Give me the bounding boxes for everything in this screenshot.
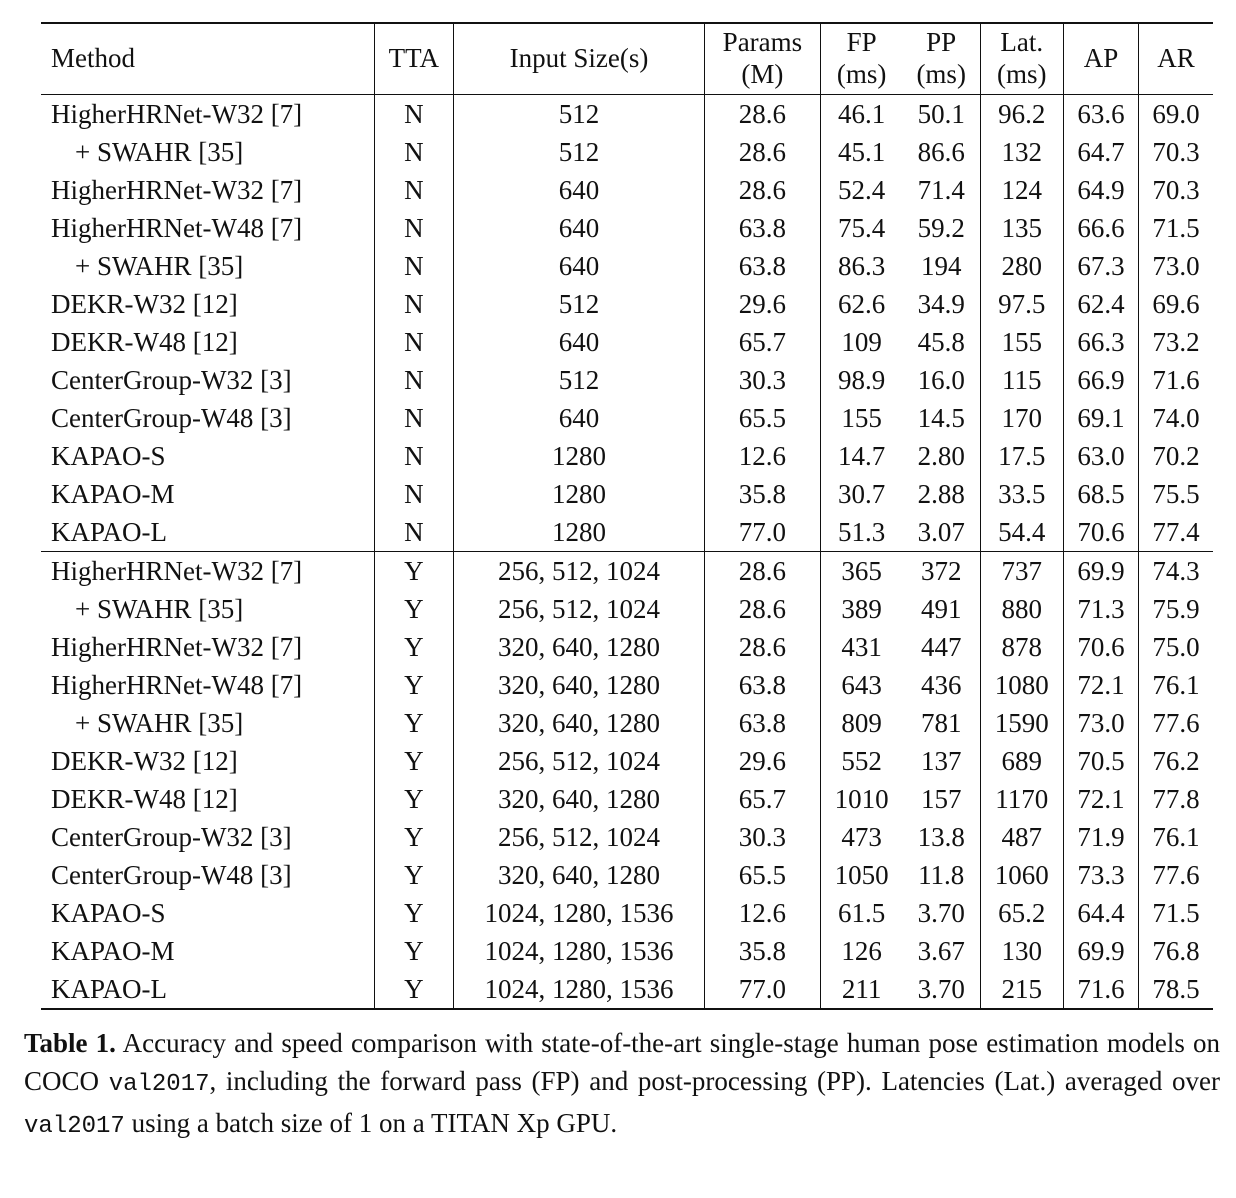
table-row: [41, 628, 1213, 666]
cell-method: + SWAHR [35]: [41, 704, 374, 742]
cell-fp: 126: [841, 936, 882, 966]
results-table-container: [41, 22, 1213, 1010]
cell-input: 512: [453, 285, 705, 323]
header-fp-line1: FP: [846, 27, 877, 57]
cell-pp: 3.70: [903, 970, 980, 1009]
cell-params: 28.6: [705, 628, 820, 666]
cell-ar: 77.6: [1152, 860, 1200, 890]
cell-tta: N: [374, 285, 453, 323]
header-fp: [820, 23, 903, 95]
cell-lat: 880: [980, 590, 1063, 628]
cell-pp: 3.67: [903, 932, 980, 970]
cell-tta: N: [374, 95, 453, 134]
cell-method: HigherHRNet-W48 [7]: [41, 666, 374, 704]
cell-tta: Y: [374, 856, 453, 894]
cell-fp: 51.3: [838, 517, 886, 547]
cell-method: KAPAO-S: [41, 894, 374, 932]
cell-input: 256, 512, 1024: [453, 590, 705, 628]
cell-pp: 137: [903, 742, 980, 780]
cell-input: 320, 640, 1280: [453, 666, 705, 704]
header-fp-line2: (ms): [836, 59, 887, 89]
cell-ap: 62.4: [1063, 285, 1138, 323]
caption-text-2: , including the forward pass (FP) and post-processing (PP). Latencies (Lat.) averaged over: [209, 1066, 1221, 1096]
cell-lat: 130: [980, 932, 1063, 970]
cell-method: KAPAO-M: [41, 932, 374, 970]
table-header: [41, 23, 1213, 95]
cell-ap: 68.5: [1063, 475, 1138, 513]
cell-lat: 135: [980, 209, 1063, 247]
cell-pp: 157: [903, 780, 980, 818]
cell-lat: 280: [980, 247, 1063, 285]
cell-method: + SWAHR [35]: [41, 247, 374, 285]
cell-fp: 1050: [834, 860, 889, 890]
table-row: [41, 894, 1213, 932]
table-row: [41, 818, 1213, 856]
table-row: [41, 590, 1213, 628]
cell-lat: 54.4: [980, 513, 1063, 552]
cell-tta: Y: [374, 742, 453, 780]
cell-lat: 1590: [980, 704, 1063, 742]
cell-params: 65.7: [705, 780, 820, 818]
header-row: [41, 23, 1213, 95]
table-row: [41, 970, 1213, 1009]
cell-method: CenterGroup-W48 [3]: [41, 399, 374, 437]
cell-input: 1024, 1280, 1536: [453, 970, 705, 1009]
cell-lat: 155: [980, 323, 1063, 361]
cell-ar: 77.6: [1152, 708, 1200, 738]
cell-fp: 473: [841, 822, 882, 852]
cell-params: 35.8: [705, 932, 820, 970]
cell-fp: 46.1: [820, 95, 903, 134]
cell-params: 30.3: [705, 361, 820, 399]
cell-ar: 69.6: [1152, 289, 1200, 319]
cell-fp: 62.6: [838, 289, 886, 319]
cell-method: DEKR-W48 [12]: [41, 780, 374, 818]
cell-ar: 70.3: [1152, 175, 1200, 205]
table-row: [41, 666, 1213, 704]
cell-input: 256, 512, 1024: [453, 818, 705, 856]
cell-fp: 431: [841, 632, 882, 662]
cell-input: 640: [453, 323, 705, 361]
cell-params: 28.6: [705, 171, 820, 209]
cell-fp: 155: [841, 403, 882, 433]
cell-input: 256, 512, 1024: [453, 742, 705, 780]
cell-input: 512: [453, 133, 705, 171]
cell-tta: Y: [374, 780, 453, 818]
cell-fp: 809: [841, 708, 882, 738]
cell-input: 512: [453, 361, 705, 399]
cell-method: + SWAHR [35]: [41, 133, 374, 171]
results-table: [41, 22, 1213, 1010]
header-input-size: Input Size(s): [453, 23, 705, 95]
cell-ar: 76.8: [1152, 936, 1200, 966]
cell-method: HigherHRNet-W48 [7]: [41, 209, 374, 247]
header-params: [705, 23, 820, 95]
table-row: [41, 742, 1213, 780]
table-row: [41, 95, 1213, 134]
cell-tta: Y: [374, 628, 453, 666]
cell-input: 1280: [453, 475, 705, 513]
cell-pp: 59.2: [903, 209, 980, 247]
header-pp-line1: PP: [926, 27, 957, 57]
cell-input: 512: [453, 95, 705, 134]
cell-ar: 71.6: [1152, 365, 1200, 395]
cell-tta: N: [374, 513, 453, 552]
cell-ar: 77.4: [1152, 517, 1200, 547]
cell-ar: 69.0: [1139, 95, 1213, 134]
cell-ap: 72.1: [1063, 666, 1138, 704]
cell-method: CenterGroup-W48 [3]: [41, 856, 374, 894]
cell-input: 320, 640, 1280: [453, 856, 705, 894]
cell-ap: 64.4: [1063, 894, 1138, 932]
table-row: [41, 475, 1213, 513]
table-row: [41, 209, 1213, 247]
cell-ap: 70.6: [1063, 628, 1138, 666]
table-caption: [24, 1024, 1220, 1146]
cell-pp: 16.0: [903, 361, 980, 399]
cell-lat: 487: [980, 818, 1063, 856]
cell-tta: Y: [374, 970, 453, 1009]
caption-label: Table 1.: [24, 1028, 116, 1058]
cell-input: 1280: [453, 437, 705, 475]
header-params-line2: (M): [741, 59, 784, 89]
cell-params: 77.0: [705, 970, 820, 1009]
cell-fp: 52.4: [838, 175, 886, 205]
cell-ap: 64.9: [1063, 171, 1138, 209]
cell-params: 77.0: [705, 513, 820, 552]
cell-method: DEKR-W32 [12]: [41, 285, 374, 323]
cell-method: HigherHRNet-W32 [7]: [41, 171, 374, 209]
cell-ar: 71.5: [1152, 213, 1200, 243]
cell-lat: 17.5: [980, 437, 1063, 475]
cell-ar: 78.5: [1139, 970, 1213, 1009]
cell-ap: 69.1: [1063, 399, 1138, 437]
cell-input: 1280: [453, 513, 705, 552]
table-row: [41, 247, 1213, 285]
cell-ar: 73.2: [1152, 327, 1200, 357]
cell-tta: N: [374, 247, 453, 285]
cell-lat: 215: [980, 970, 1063, 1009]
cell-fp: 643: [841, 670, 882, 700]
cell-params: 28.6: [705, 133, 820, 171]
cell-pp: 14.5: [903, 399, 980, 437]
cell-fp: 552: [841, 746, 882, 776]
table-row: [41, 513, 1213, 552]
cell-lat: 96.2: [980, 95, 1063, 134]
cell-pp: 45.8: [903, 323, 980, 361]
cell-ap: 71.6: [1063, 970, 1138, 1009]
cell-lat: 33.5: [980, 475, 1063, 513]
cell-input: 320, 640, 1280: [453, 628, 705, 666]
header-tta: TTA: [374, 23, 453, 95]
cell-lat: 115: [980, 361, 1063, 399]
cell-input: 1024, 1280, 1536: [453, 932, 705, 970]
cell-ar: 76.1: [1152, 822, 1200, 852]
caption-text-3: using a batch size of 1 on a TITAN Xp GPU.: [124, 1108, 618, 1138]
cell-params: 28.6: [705, 552, 820, 591]
cell-method: CenterGroup-W32 [3]: [41, 818, 374, 856]
cell-input: 1024, 1280, 1536: [453, 894, 705, 932]
header-ap: AP: [1063, 23, 1138, 95]
cell-fp: 211: [820, 970, 903, 1009]
header-lat: [980, 23, 1063, 95]
cell-ar: 70.3: [1152, 137, 1200, 167]
cell-params: 35.8: [705, 475, 820, 513]
cell-ap: 73.3: [1063, 856, 1138, 894]
cell-ap: 69.9: [1063, 552, 1138, 591]
cell-fp: 86.3: [838, 251, 886, 281]
cell-params: 30.3: [705, 818, 820, 856]
cell-pp: 50.1: [903, 95, 980, 134]
cell-ar: 74.0: [1152, 403, 1200, 433]
header-ar: AR: [1139, 23, 1213, 95]
cell-pp: 491: [903, 590, 980, 628]
cell-input: 320, 640, 1280: [453, 780, 705, 818]
cell-lat: 737: [980, 552, 1063, 591]
caption-code-2: val2017: [24, 1113, 125, 1140]
cell-ap: 73.0: [1063, 704, 1138, 742]
cell-input: 640: [453, 171, 705, 209]
cell-input: 640: [453, 209, 705, 247]
cell-pp: 3.70: [903, 894, 980, 932]
cell-tta: N: [374, 171, 453, 209]
cell-pp: 781: [903, 704, 980, 742]
cell-lat: 1060: [980, 856, 1063, 894]
cell-tta: Y: [374, 932, 453, 970]
table-row: [41, 704, 1213, 742]
cell-tta: Y: [374, 666, 453, 704]
table-row: [41, 932, 1213, 970]
cell-pp: 436: [903, 666, 980, 704]
cell-params: 63.8: [705, 704, 820, 742]
cell-fp: 45.1: [838, 137, 886, 167]
cell-fp: 98.9: [838, 365, 886, 395]
header-method: Method: [41, 23, 374, 95]
cell-ap: 69.9: [1063, 932, 1138, 970]
cell-pp: 447: [903, 628, 980, 666]
table-row: [41, 856, 1213, 894]
cell-pp: 34.9: [903, 285, 980, 323]
table-row: [41, 552, 1213, 591]
cell-tta: N: [374, 437, 453, 475]
cell-method: CenterGroup-W32 [3]: [41, 361, 374, 399]
cell-method: KAPAO-L: [41, 970, 374, 1009]
cell-ap: 66.9: [1063, 361, 1138, 399]
cell-fp: 1010: [834, 784, 889, 814]
cell-ar: 76.2: [1152, 746, 1200, 776]
cell-input: 256, 512, 1024: [453, 552, 705, 591]
cell-method: + SWAHR [35]: [41, 590, 374, 628]
cell-fp: 109: [841, 327, 882, 357]
cell-input: 320, 640, 1280: [453, 704, 705, 742]
cell-ar: 75.9: [1152, 594, 1200, 624]
cell-tta: Y: [374, 894, 453, 932]
cell-input: 640: [453, 247, 705, 285]
cell-tta: N: [374, 399, 453, 437]
cell-pp: 2.88: [903, 475, 980, 513]
table-row: [41, 323, 1213, 361]
cell-tta: Y: [374, 552, 453, 591]
cell-lat: 878: [980, 628, 1063, 666]
header-pp: [903, 23, 980, 95]
cell-ar: 77.8: [1152, 784, 1200, 814]
cell-ar: 70.2: [1152, 441, 1200, 471]
cell-ap: 70.5: [1063, 742, 1138, 780]
cell-fp: 14.7: [838, 441, 886, 471]
cell-ap: 71.9: [1063, 818, 1138, 856]
cell-lat: 124: [980, 171, 1063, 209]
cell-tta: Y: [374, 818, 453, 856]
cell-params: 63.8: [705, 666, 820, 704]
caption-code-1: val2017: [108, 1071, 210, 1098]
cell-lat: 97.5: [980, 285, 1063, 323]
cell-pp: 2.80: [903, 437, 980, 475]
cell-pp: 13.8: [903, 818, 980, 856]
cell-method: DEKR-W32 [12]: [41, 742, 374, 780]
table-block-no-tta: [41, 95, 1213, 552]
table-row: [41, 399, 1213, 437]
cell-tta: N: [374, 323, 453, 361]
cell-pp: 71.4: [903, 171, 980, 209]
cell-params: 63.8: [705, 247, 820, 285]
cell-pp: 194: [903, 247, 980, 285]
cell-tta: Y: [374, 704, 453, 742]
cell-lat: 689: [980, 742, 1063, 780]
cell-ar: 75.0: [1152, 632, 1200, 662]
header-lat-line1: Lat.: [1000, 27, 1044, 57]
cell-lat: 65.2: [980, 894, 1063, 932]
cell-pp: 11.8: [903, 856, 980, 894]
cell-tta: N: [374, 475, 453, 513]
cell-ar: 73.0: [1152, 251, 1200, 281]
table-row: [41, 780, 1213, 818]
cell-ap: 66.3: [1063, 323, 1138, 361]
cell-params: 65.5: [705, 856, 820, 894]
cell-fp: 389: [841, 594, 882, 624]
cell-ar: 71.5: [1152, 898, 1200, 928]
caption-text-1: Accuracy and speed comparison with state-of-the-art single-stage human pose estimation models on COCO: [24, 1028, 1220, 1096]
table-row: [41, 361, 1213, 399]
cell-method: DEKR-W48 [12]: [41, 323, 374, 361]
cell-fp: 30.7: [838, 479, 886, 509]
cell-params: 29.6: [705, 285, 820, 323]
cell-fp: 61.5: [838, 898, 886, 928]
header-lat-line2: (ms): [997, 59, 1047, 89]
cell-method: HigherHRNet-W32 [7]: [41, 552, 374, 591]
cell-fp: 365: [820, 552, 903, 591]
cell-params: 65.7: [705, 323, 820, 361]
cell-params: 28.6: [705, 95, 820, 134]
cell-ar: 75.5: [1152, 479, 1200, 509]
cell-pp: 3.07: [903, 513, 980, 552]
cell-params: 12.6: [705, 437, 820, 475]
cell-tta: N: [374, 361, 453, 399]
table-row: [41, 133, 1213, 171]
table-row: [41, 285, 1213, 323]
cell-params: 12.6: [705, 894, 820, 932]
cell-ap: 64.7: [1063, 133, 1138, 171]
cell-ap: 63.6: [1063, 95, 1138, 134]
cell-ar: 76.1: [1152, 670, 1200, 700]
cell-method: KAPAO-M: [41, 475, 374, 513]
cell-ap: 63.0: [1063, 437, 1138, 475]
cell-ap: 71.3: [1063, 590, 1138, 628]
cell-tta: N: [374, 133, 453, 171]
cell-params: 28.6: [705, 590, 820, 628]
table-row: [41, 171, 1213, 209]
cell-pp: 372: [903, 552, 980, 591]
cell-ar: 74.3: [1139, 552, 1213, 591]
cell-input: 640: [453, 399, 705, 437]
cell-ap: 70.6: [1063, 513, 1138, 552]
cell-params: 29.6: [705, 742, 820, 780]
header-params-line1: Params: [722, 27, 803, 57]
cell-tta: N: [374, 209, 453, 247]
cell-pp: 86.6: [903, 133, 980, 171]
cell-fp: 75.4: [838, 213, 886, 243]
cell-lat: 1080: [980, 666, 1063, 704]
cell-tta: Y: [374, 590, 453, 628]
cell-ap: 67.3: [1063, 247, 1138, 285]
cell-ap: 66.6: [1063, 209, 1138, 247]
cell-method: KAPAO-L: [41, 513, 374, 552]
table-row: [41, 437, 1213, 475]
table-block-with-tta: [41, 552, 1213, 1010]
cell-params: 65.5: [705, 399, 820, 437]
cell-lat: 1170: [980, 780, 1063, 818]
cell-lat: 170: [980, 399, 1063, 437]
cell-method: KAPAO-S: [41, 437, 374, 475]
cell-method: HigherHRNet-W32 [7]: [41, 95, 374, 134]
cell-method: HigherHRNet-W32 [7]: [41, 628, 374, 666]
cell-ap: 72.1: [1063, 780, 1138, 818]
cell-params: 63.8: [705, 209, 820, 247]
header-pp-line2: (ms): [916, 59, 966, 89]
cell-lat: 132: [980, 133, 1063, 171]
